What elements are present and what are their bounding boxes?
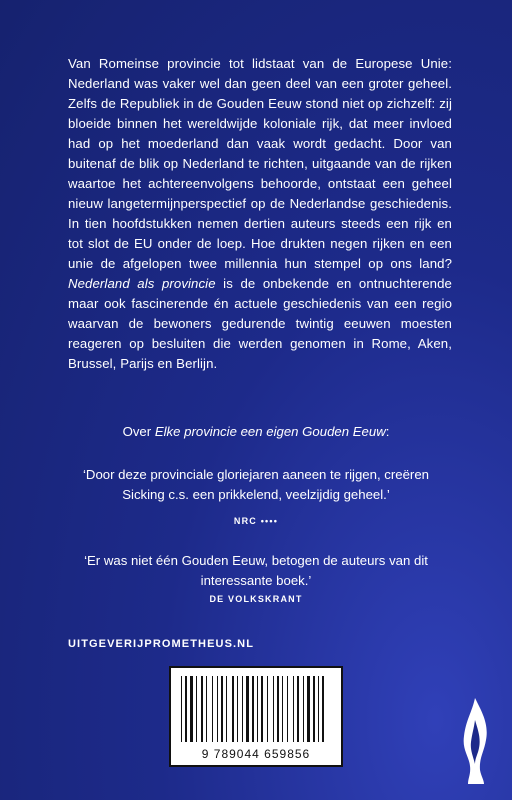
barcode-bar — [196, 676, 197, 742]
isbn-number: 9 789044 659856 — [201, 747, 311, 761]
barcode-bar — [318, 676, 319, 742]
review-quote-1: ‘Door deze provinciale gloriejaren aaneen te rijgen, creëren Sicking c.s. een prikkelend, veelzijdig geheel.’ — [82, 467, 429, 502]
barcode-bars — [179, 676, 333, 742]
barcode-bar — [267, 676, 268, 742]
review-quote-2: ‘Er was niet één Gouden Eeuw, betogen de auteurs van dit interessante boek.’ — [84, 553, 428, 588]
barcode-bar — [232, 676, 234, 742]
praise-intro-prefix: Over — [122, 424, 155, 439]
barcode-bar — [221, 676, 223, 742]
barcode-bar — [287, 676, 288, 742]
barcode-bar — [181, 676, 182, 742]
blurb-text — [68, 54, 452, 374]
barcode-bar — [273, 676, 274, 742]
barcode-bar — [261, 676, 263, 742]
barcode-bar — [282, 676, 283, 742]
blurb-part-1: Van Romeinse provincie tot lidstaat van de Europese Unie: Nederland was vaker wel dan geen deel van een groter geheel. Zelfs de Republiek in de Gouden Eeuw stond niet op zichzelf: zij bloeide binnen het wereldwijde koloniale rijk, dat meer invloed had op het moederland dan vaak wordt gedacht. Door van buitenaf de blik op Nederland te richten, uitgaande van de rijken waartoe het achtereenvolgens behoorde, ontstaat een geheel nieuw langetermijnperspectief op de Nederlandse geschiedenis. In tien hoofdstukken nemen dertien auteurs steeds een rijk en tot slot de EU onder de loep. Hoe drukten negen rijken en een unie de afgelopen twee millennia hun stempel op ons land? — [68, 56, 452, 271]
barcode-bar — [293, 676, 294, 742]
barcode-bar — [185, 676, 187, 742]
barcode-bar — [307, 676, 310, 742]
barcode-bar — [303, 676, 304, 742]
barcode-bar — [252, 676, 254, 742]
barcode-bar — [297, 676, 299, 742]
blurb-book-title: Nederland als provincie — [68, 276, 216, 291]
barcode-bar — [322, 676, 324, 742]
praise-intro — [0, 424, 512, 439]
barcode-bar — [226, 676, 227, 742]
barcode-bar — [313, 676, 315, 742]
blurb-part-2: is de onbekende en ontnuchterende maar ook fascinerende én actuele geschiedenis van een regio waarvan de bewoners gedurende twintig eeuwen moesten reageren op besluiten die werden genomen in Rome, Aken, Brussel, Parijs en Berlijn. — [68, 276, 452, 371]
publisher-website: UITGEVERIJPROMETHEUS.NL — [68, 638, 255, 650]
barcode-bar — [190, 676, 193, 742]
praise-intro-title: Elke provincie een eigen Gouden Eeuw — [154, 424, 386, 439]
barcode-bar — [212, 676, 213, 742]
barcode-bar — [217, 676, 218, 742]
review-source-2: DE VOLKSKRANT — [209, 594, 303, 604]
barcode-bar — [257, 676, 258, 742]
barcode — [169, 666, 343, 767]
barcode-bar — [277, 676, 279, 742]
review-source-1: NRC •••• — [233, 516, 279, 526]
prometheus-flame-logo-icon — [460, 698, 490, 784]
barcode-bar — [246, 676, 249, 742]
barcode-bar — [206, 676, 207, 742]
barcode-bar — [201, 676, 203, 742]
barcode-bar — [242, 676, 243, 742]
praise-intro-suffix: : — [385, 424, 390, 439]
barcode-bar — [237, 676, 238, 742]
